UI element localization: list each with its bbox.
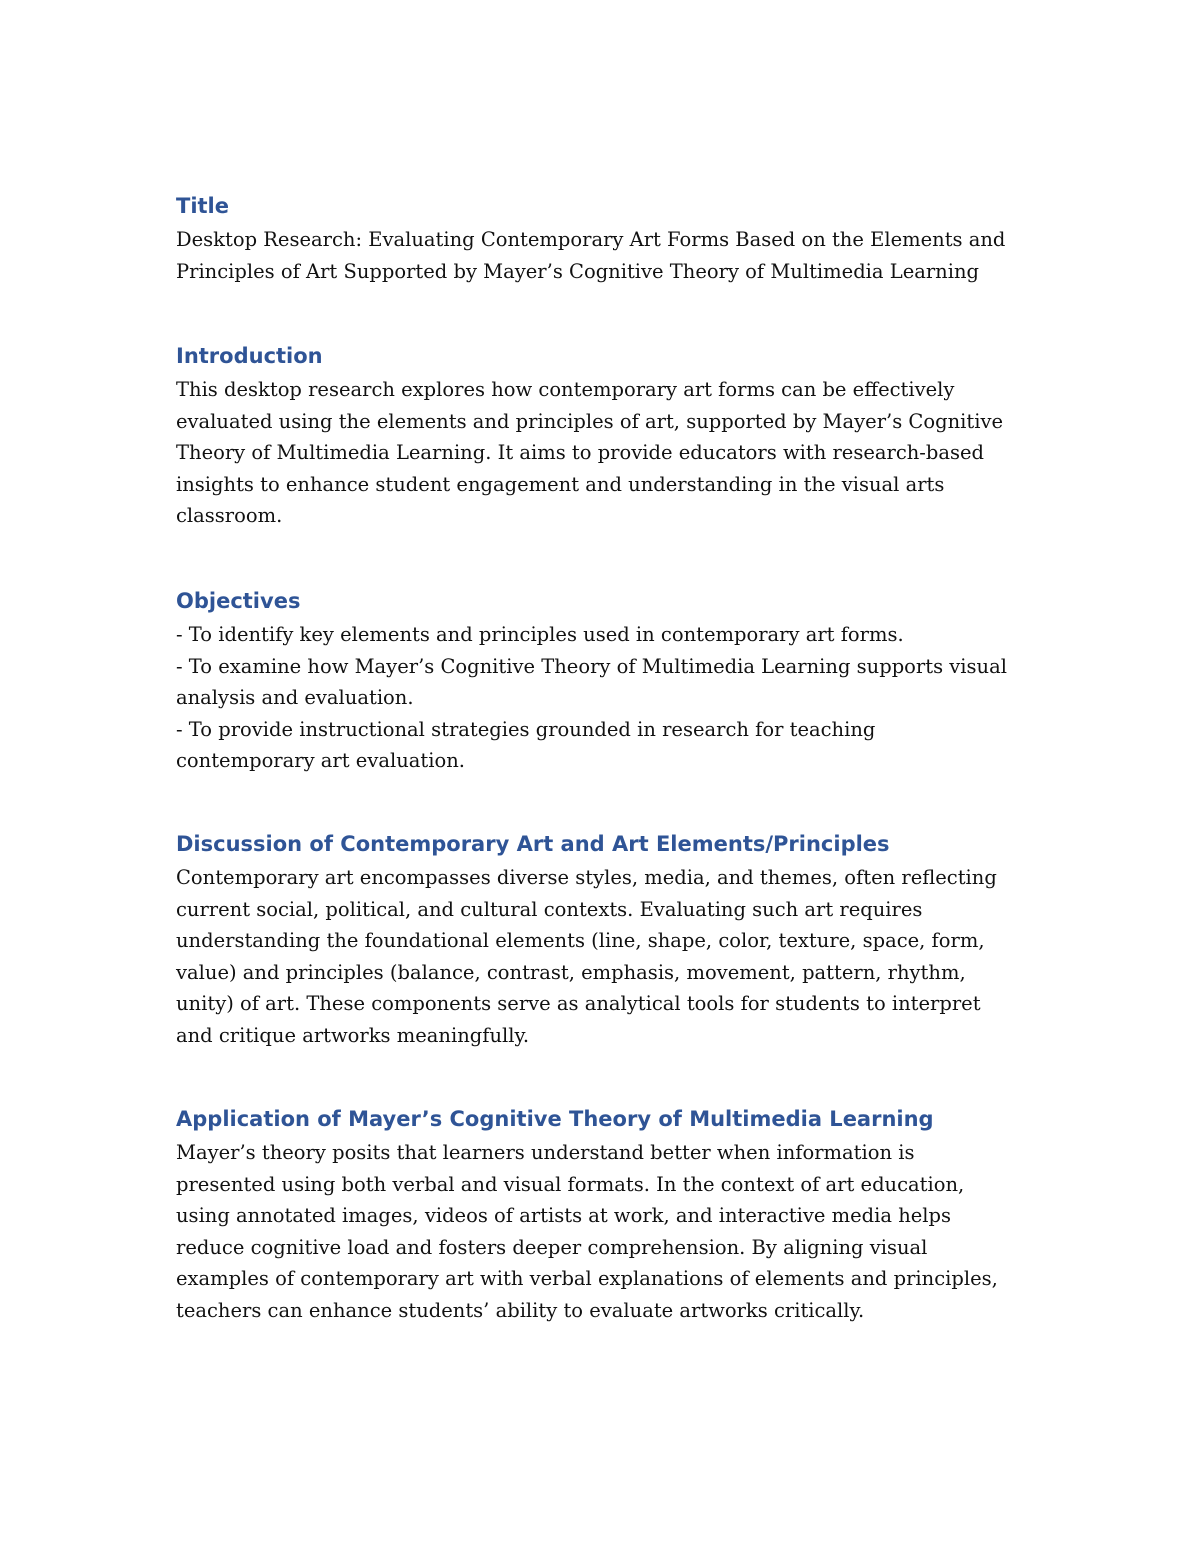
objective-line: contemporary art evaluation. (176, 749, 465, 772)
paragraph-line: understanding the foundational elements (line, shape, color, texture, space, form, (176, 929, 985, 952)
paragraph-line: current social, political, and cultural contexts. Evaluating such art requires (176, 897, 923, 921)
paragraph-line: reduce cognitive load and fosters deeper comprehension. By aligning visual (176, 1235, 928, 1259)
section-heading-title: Title (176, 194, 230, 218)
paragraph-line: and critique artworks meaningfully. (176, 1023, 530, 1047)
section-discussion (176, 828, 997, 1051)
objectives-list (176, 619, 1007, 777)
introduction-paragraph (176, 374, 1003, 532)
paragraph-line: This desktop research explores how contemporary art forms can be effectively (176, 378, 955, 401)
title-paragraph (176, 224, 1005, 287)
paragraph-line: Contemporary art encompasses diverse styles, media, and themes, often reflecting (176, 866, 997, 889)
section-application (176, 1103, 998, 1326)
section-heading-objectives: Objectives (176, 589, 301, 613)
paragraph-line: examples of contemporary art with verbal explanations of elements and principles, (176, 1267, 998, 1290)
section-introduction (176, 340, 1003, 532)
section-heading-discussion: Discussion of Contemporary Art and Art Elements/Principles (176, 832, 890, 856)
paragraph-line: teachers can enhance students’ ability to evaluate artworks critically. (176, 1298, 865, 1322)
paragraph-line: presented using both verbal and visual formats. In the context of art education, (176, 1172, 965, 1196)
application-paragraph (176, 1137, 998, 1326)
section-title (176, 190, 1005, 287)
paragraph-line: evaluated using the elements and principles of art, supported by Mayer’s Cognitive (176, 409, 1003, 433)
objective-line: - To examine how Mayer’s Cognitive Theory of Multimedia Learning supports visual (176, 654, 1007, 678)
paragraph-line: Principles of Art Supported by Mayer’s Cognitive Theory of Multimedia Learning (176, 259, 980, 283)
objective-line: - To provide instructional strategies grounded in research for teaching (176, 717, 876, 741)
paragraph-line: classroom. (176, 504, 283, 527)
objective-line: analysis and evaluation. (176, 686, 414, 709)
paragraph-line: Mayer’s theory posits that learners understand better when information is (176, 1141, 915, 1164)
paragraph-line: Desktop Research: Evaluating Contemporary Art Forms Based on the Elements and (176, 228, 1006, 251)
paragraph-line: unity) of art. These components serve as analytical tools for students to interpret (176, 992, 981, 1015)
paragraph-line: value) and principles (balance, contrast, emphasis, movement, pattern, rhythm, (176, 960, 966, 984)
section-objectives (176, 585, 1007, 777)
paragraph-line: using annotated images, videos of artists at work, and interactive media helps (176, 1204, 952, 1227)
paragraph-line: Theory of Multimedia Learning. It aims to provide educators with research-based (176, 441, 985, 464)
objective-line: - To identify key elements and principles used in contemporary art forms. (176, 623, 904, 646)
section-heading-introduction: Introduction (176, 344, 323, 368)
discussion-paragraph (176, 862, 997, 1051)
paragraph-line: insights to enhance student engagement and understanding in the visual arts (176, 472, 945, 496)
section-heading-application: Application of Mayer’s Cognitive Theory of Multimedia Learning (176, 1107, 934, 1131)
